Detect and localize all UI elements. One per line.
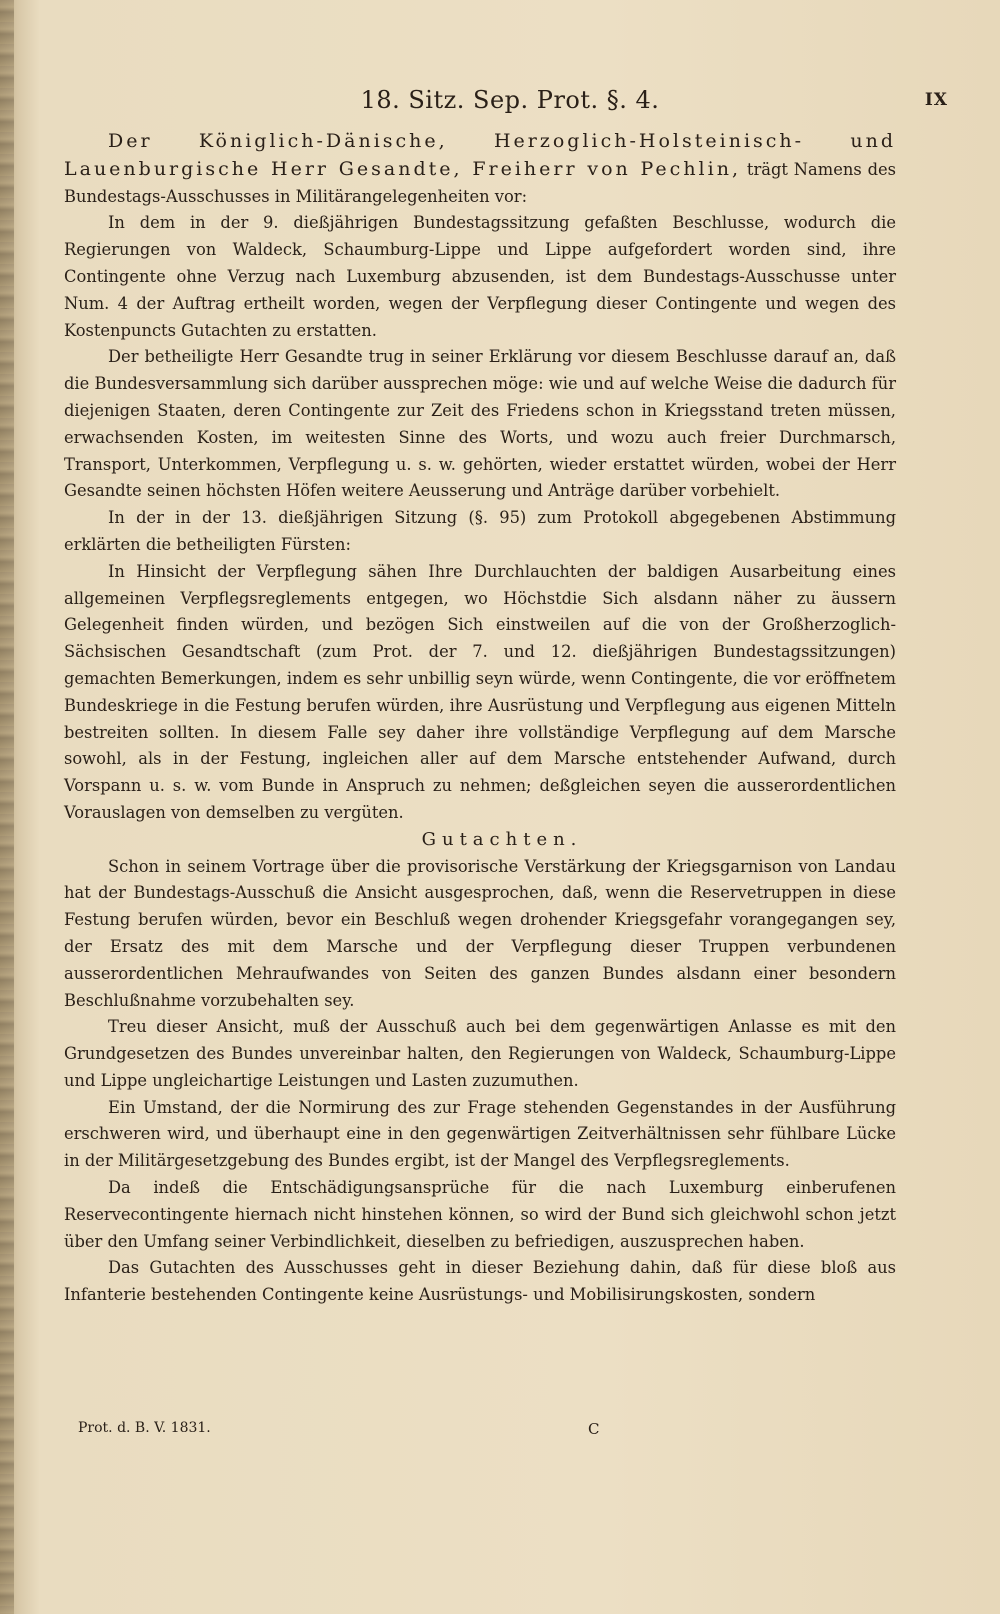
paragraph-5: Schon in seinem Vortrage über die provisorische Verstärkung der Kriegsgarnison von Landau hat der Bundestags-Ausschuß die Ansicht ausgesprochen, daß, wenn die Reservetruppen in diese Festung berufen würden, bevor ein Beschluß wegen drohender Kriegsgefahr vorangegangen sey, der Ersatz des mit dem Marsche und der Verpflegung dieser Truppen verbundenen ausserordentlichen Mehraufwandes von Seiten des ganzen Bundes alsdann einer besondern Beschlußnahme vorzubehalten sey. [64, 856, 896, 1010]
binding-edge [0, 0, 14, 1614]
running-head: 18. Sitz. Sep. Prot. §. 4. [360, 86, 660, 114]
page-footer [78, 1420, 898, 1444]
paragraph-9: Das Gutachten des Ausschusses geht in dieser Beziehung dahin, daß für diese bloß aus Infanterie bestehenden Contingente keine Ausrüstungs- und Mobilisirungskosten, sondern [64, 1258, 896, 1305]
intro-paragraph [64, 128, 896, 210]
intro-rest: trägt Namens des Bundestags-Ausschusses in Militärangelegenheiten vor: [64, 159, 896, 206]
footer-citation: Prot. d. B. V. 1831. [78, 1420, 211, 1436]
signature-mark: C [588, 1420, 600, 1438]
paragraph-2: Der betheiligte Herr Gesandte trug in seiner Erklärung vor diesem Beschlusse darauf an, daß die Bundesversammlung sich darüber aussprechen möge: wie und auf welche Weise die dadurch für diejenigen Staaten, deren Contingente zur Zeit des Friedens schon in Kriegsstand treten müssen, erwachsenden Kosten, im weitesten Sinne des Worts, und wozu auch freier Durchmarsch, Transport, Unterkommen, Verpflegung u. s. w. gehörten, wieder erstattet würden, wobei der Herr Gesandte seinen höchsten Höfen weitere Aeusserung und Anträge darüber vorbehielt. [64, 347, 896, 501]
paragraph-6: Treu dieser Ansicht, muß der Ausschuß auch bei dem gegenwärtigen Anlasse es mit den Grundgesetzen des Bundes unvereinbar halten, den Regierungen von Waldeck, Schaumburg-Lippe und Lippe ungleichartige Leistungen und Lasten zuzumuthen. [64, 1017, 896, 1090]
paragraph-8: Da indeß die Entschädigungsansprüche für die nach Luxemburg einberufenen Reservecontingente hiernach nicht hinstehen können, so wird der Bund sich gleichwohl schon jetzt über den Umfang seiner Verbindlichkeit, dieselben zu befriedigen, auszusprechen haben. [64, 1178, 896, 1251]
body-text [64, 128, 896, 1309]
paragraph-7: Ein Umstand, der die Normirung des zur Frage stehenden Gegenstandes in der Ausführung erschweren wird, und überhaupt eine in den gegenwärtigen Zeitverhältnissen sehr fühlbare Lücke in der Militärgesetzgebung des Bundes ergibt, ist der Mangel des Verpflegsreglements. [64, 1097, 896, 1171]
paragraph-1: In dem in der 9. dießjährigen Bundestagssitzung gefaßten Beschlusse, wodurch die Regierungen von Waldeck, Schaumburg-Lippe und Lippe aufgefordert worden sind, ihre Contingente ohne Verzug nach Luxemburg abzusenden, ist dem Bundestags-Ausschusse unter Num. 4 der Auftrag ertheilt worden, wegen der Verpflegung dieser Contingente und wegen des Kostenpuncts Gutachten zu erstatten. [64, 213, 896, 340]
paragraph-3: In der in der 13. dießjährigen Sitzung (§. 95) zum Protokoll abgegebenen Abstimmung erklärten die betheiligten Fürsten: [64, 508, 896, 554]
speaker-name: Der Königlich-Dänische, Herzoglich-Holsteinisch- und Lauenburgische Herr Gesandte, Freiherr von Pechlin, [64, 130, 896, 180]
page-header [60, 86, 960, 122]
paragraph-4: In Hinsicht der Verpflegung sähen Ihre Durchlauchten der baldigen Ausarbeitung eines allgemeinen Verpflegsreglements entgegen, wo Höchstdie Sich alsdann näher zu äussern Gelegenheit finden würden, und bezögen Sich einstweilen auf die von der Großherzoglich-Sächsischen Gesandtschaft (zum Prot. der 7. und 12. dießjährigen Bundestagssitzungen) gemachten Bemerkungen, indem es sehr unbillig seyn würde, wenn Contingente, die vor eröffnetem Bundeskriege in die Festung berufen würden, ihre Ausrüstung und Verpflegung aus eigenen Mitteln bestreiten sollten. In diesem Falle sey daher ihre vollständige Verpflegung auf dem Marsche sowohl, als in der Festung, ingleichen aller auf dem Marsche entstehender Aufwand, durch Vorspann u. s. w. vom Bunde in Anspruch zu nehmen; deßgleichen seyen die ausserordentlichen Vorauslagen von demselben zu vergüten. [64, 561, 896, 822]
page-number: IX [924, 90, 948, 110]
section-heading: Gutachten. [421, 828, 583, 850]
